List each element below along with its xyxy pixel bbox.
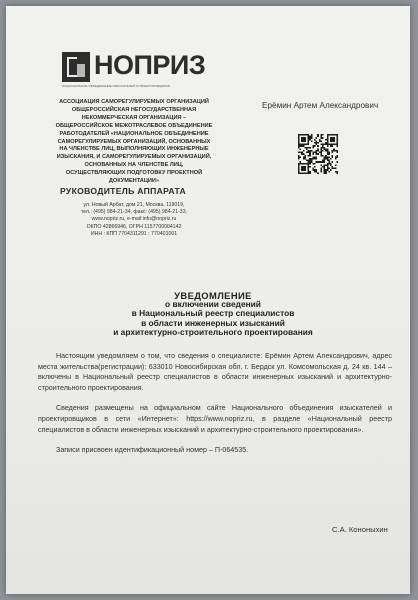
contact-line: ул. Новый Арбат, дом 21, Москва, 119019, bbox=[83, 202, 185, 208]
notice-heading: УВЕДОМЛЕНИЕ bbox=[174, 290, 252, 301]
sender-role: РУКОВОДИТЕЛЬ АППАРАТА bbox=[60, 186, 186, 196]
organization-contacts bbox=[34, 202, 234, 238]
notice-subheading: в области инженерных изысканий bbox=[141, 317, 285, 328]
org-line: НА ЧЛЕНСТВЕ ЛИЦ, ВЫПОЛНЯЮЩИХ ИНЖЕНЕРНЫЕ bbox=[59, 146, 209, 153]
body-paragraph: Настоящим уведомляем о том, что сведения о специалисте: Ерёмин Артем Александрович, адрес места жительства(регистрации): 633010 Новосибирская обл. г. Бердск ул. Комсомольская д. 24 кв. 144 – включены в Национальный реестр специалистов в области инженерных изысканий и архитектурно-строительного проектирования. bbox=[38, 352, 392, 392]
org-line: ОБЩЕРОССИЙСКАЯ НЕГОСУДАРСТВЕННАЯ bbox=[71, 106, 197, 113]
org-line: САМОРЕГУЛИРУЕМЫХ ОРГАНИЗАЦИЙ, ОСНОВАННЫХ bbox=[57, 138, 211, 145]
org-line: РАБОТОДАТЕЛЕЙ «НАЦИОНАЛЬНОЕ ОБЪЕДИНЕНИЕ bbox=[59, 130, 209, 137]
document-page bbox=[6, 6, 410, 594]
org-line: ИЗЫСКАНИЯ, И САМОРЕГУЛИРУЕМЫХ ОРГАНИЗАЦИЙ, bbox=[56, 154, 212, 161]
org-line: ОСНОВАННЫХ НА ЧЛЕНСТВЕ ЛИЦ, bbox=[84, 162, 184, 169]
qr-code-icon bbox=[298, 134, 338, 174]
notice-subheading: и архитектурно-строительного проектирования bbox=[113, 326, 313, 337]
organization-name bbox=[34, 99, 234, 186]
logo-subtitle: НАЦИОНАЛЬНОЕ ОБЪЕДИНЕНИЕ ИЗЫСКАТЕЛЕЙ И ПРОЕКТИРОВЩИКОВ bbox=[62, 84, 171, 88]
contact-line: ОКПО 42866946, ОГРН 1157700004142 bbox=[86, 223, 182, 230]
notice-subheading: о включении сведений bbox=[165, 299, 261, 310]
notice-subheading: в Национальный реестр специалистов bbox=[131, 308, 295, 319]
org-line: АССОЦИАЦИЯ САМОРЕГУЛИРУЕМЫХ ОРГАНИЗАЦИЙ bbox=[59, 99, 209, 105]
org-line: НЕКОММЕРЧЕСКАЯ ОРГАНИЗАЦИЯ – bbox=[81, 114, 187, 121]
notice-body bbox=[38, 351, 392, 466]
contact-line: ИНН : КПП 7704311291 : 770401001 bbox=[90, 230, 178, 237]
org-line: ДОКУМЕНТАЦИИ» bbox=[108, 178, 160, 185]
nopriz-logo bbox=[62, 48, 206, 88]
signatory-name: С.А. Кононыхин bbox=[332, 525, 388, 534]
contact-line: www.nopriz.ru, e-mail:info@nopriz.ru bbox=[91, 216, 177, 223]
body-paragraph: Сведения размещены на официальном сайте Национального объединения изыскателей и проектировщиков в сети «Интернет»: https://www.nopriz.ru, в разделе «Национальный реестр специалистов в области инженерных изысканий и архитектурно-строительного проектирования». bbox=[38, 404, 392, 434]
logo-mark-icon bbox=[62, 52, 90, 82]
notice-title bbox=[66, 291, 360, 337]
org-line: ОСУЩЕСТВЛЯЮЩИХ ПОДГОТОВКУ ПРОЕКТНОЙ bbox=[65, 170, 203, 177]
recipient-name: Ерёмин Артем Александрович bbox=[262, 101, 379, 110]
contact-line: тел.: (495) 984-21-34, факс: (495) 984-21-33, bbox=[80, 209, 188, 216]
body-paragraph: Записи присвоен идентификационный номер – П-064535. bbox=[56, 446, 249, 455]
logo-name: НОПРИЗ bbox=[94, 50, 206, 80]
org-line: ОБЩЕРОССИЙСКОЕ МЕЖОТРАСЛЕВОЕ ОБЪЕДИНЕНИЕ bbox=[55, 122, 213, 129]
